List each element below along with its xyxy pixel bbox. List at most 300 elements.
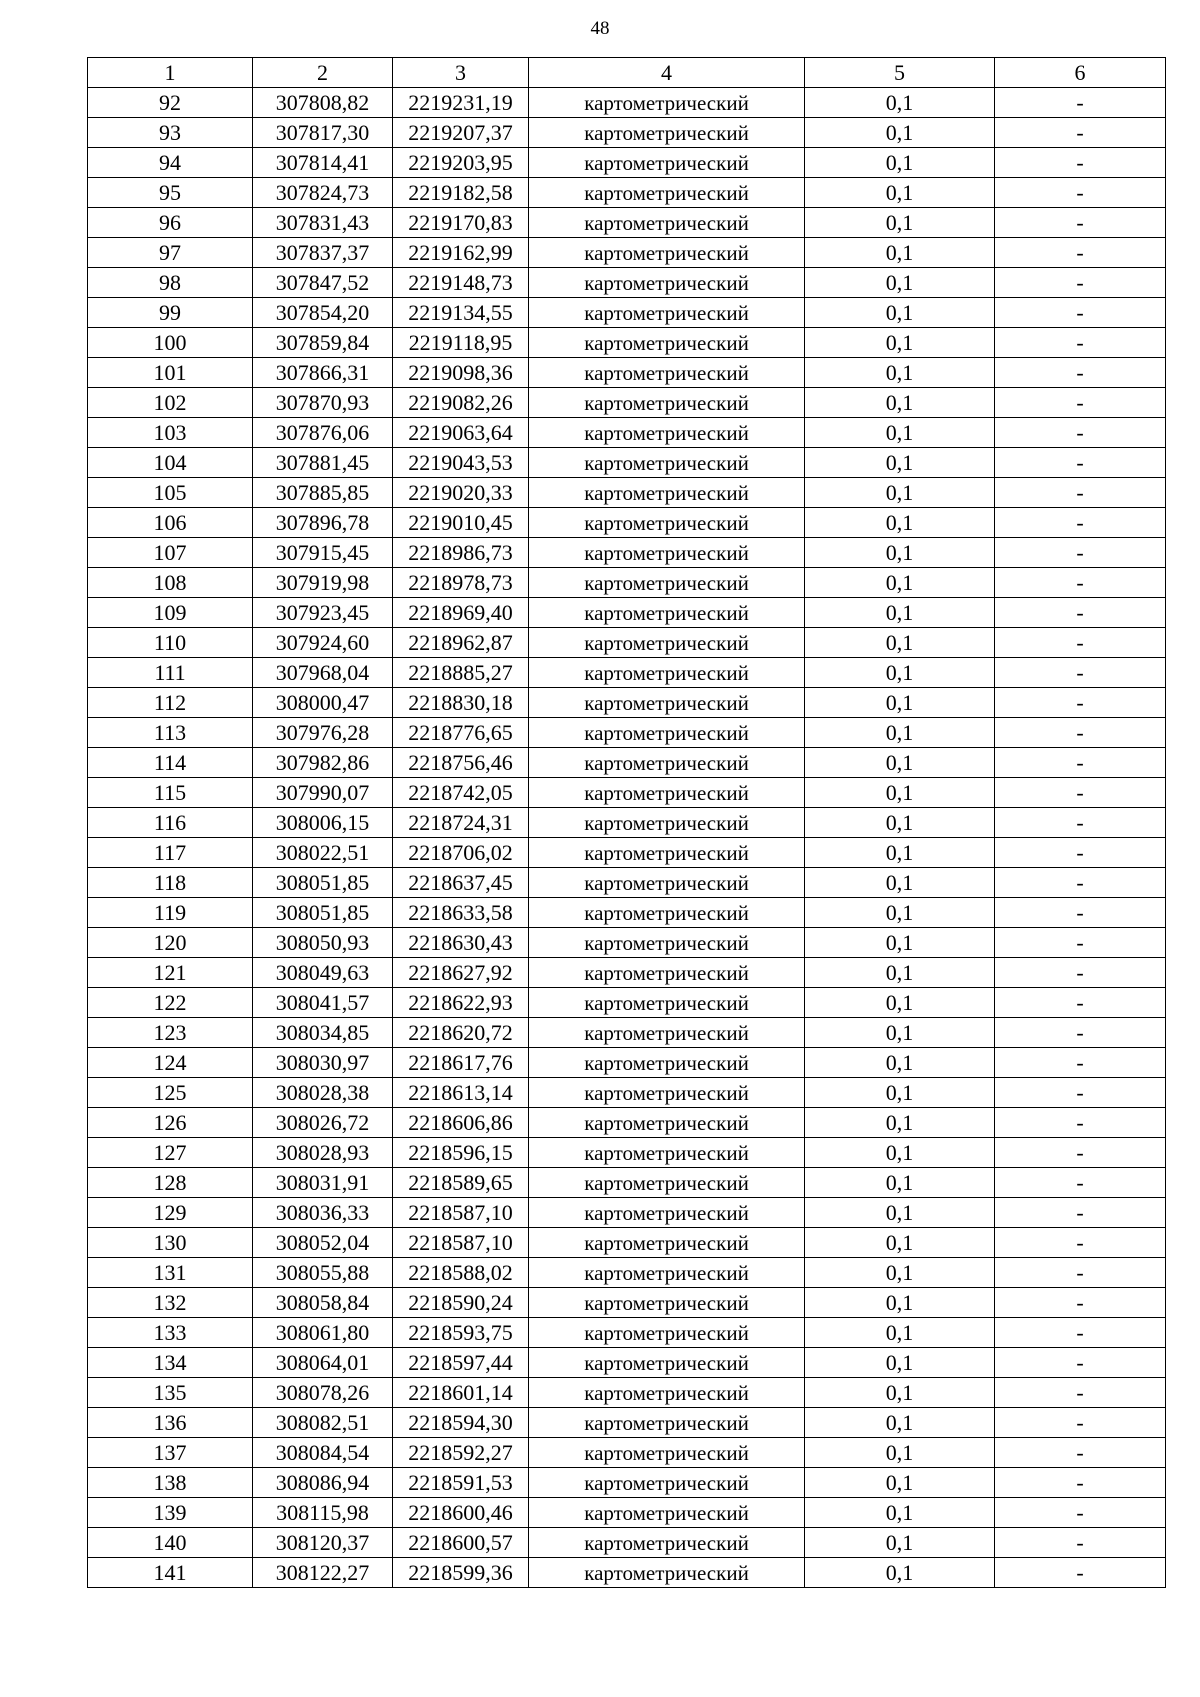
y-coordinate-cell: 2218588,02: [393, 1258, 529, 1288]
accuracy-cell: 0,1: [805, 928, 995, 958]
x-coordinate-cell: 308084,54: [253, 1438, 393, 1468]
y-coordinate-cell: 2219170,83: [393, 208, 529, 238]
note-cell: -: [995, 718, 1166, 748]
point-number-cell: 118: [88, 868, 253, 898]
method-cell: картометрический: [529, 418, 805, 448]
point-number-cell: 110: [88, 628, 253, 658]
accuracy-cell: 0,1: [805, 628, 995, 658]
accuracy-cell: 0,1: [805, 1378, 995, 1408]
x-coordinate-cell: 308064,01: [253, 1348, 393, 1378]
accuracy-cell: 0,1: [805, 1018, 995, 1048]
table-row: [88, 688, 1166, 718]
accuracy-cell: 0,1: [805, 598, 995, 628]
table-row: [88, 118, 1166, 148]
point-number-cell: 135: [88, 1378, 253, 1408]
note-cell: -: [995, 1378, 1166, 1408]
method-cell: картометрический: [529, 598, 805, 628]
table-row: [88, 928, 1166, 958]
x-coordinate-cell: 307814,41: [253, 148, 393, 178]
note-cell: -: [995, 1348, 1166, 1378]
y-coordinate-cell: 2219118,95: [393, 328, 529, 358]
accuracy-cell: 0,1: [805, 178, 995, 208]
method-cell: картометрический: [529, 658, 805, 688]
table-row: [88, 1228, 1166, 1258]
accuracy-cell: 0,1: [805, 958, 995, 988]
table-row: [88, 1468, 1166, 1498]
x-coordinate-cell: 308034,85: [253, 1018, 393, 1048]
table-row: [88, 1198, 1166, 1228]
method-cell: картометрический: [529, 1348, 805, 1378]
point-number-cell: 94: [88, 148, 253, 178]
point-number-cell: 141: [88, 1558, 253, 1588]
x-coordinate-cell: 308051,85: [253, 898, 393, 928]
accuracy-cell: 0,1: [805, 808, 995, 838]
method-cell: картометрический: [529, 388, 805, 418]
method-cell: картометрический: [529, 1528, 805, 1558]
note-cell: -: [995, 478, 1166, 508]
column-header: 5: [805, 58, 995, 88]
x-coordinate-cell: 308028,38: [253, 1078, 393, 1108]
table-row: [88, 1108, 1166, 1138]
point-number-cell: 100: [88, 328, 253, 358]
point-number-cell: 106: [88, 508, 253, 538]
table-row: [88, 1528, 1166, 1558]
table-row: [88, 598, 1166, 628]
y-coordinate-cell: 2218596,15: [393, 1138, 529, 1168]
method-cell: картометрический: [529, 748, 805, 778]
table-row: [88, 1378, 1166, 1408]
method-cell: картометрический: [529, 868, 805, 898]
point-number-cell: 95: [88, 178, 253, 208]
point-number-cell: 130: [88, 1228, 253, 1258]
method-cell: картометрический: [529, 1168, 805, 1198]
y-coordinate-cell: 2219020,33: [393, 478, 529, 508]
accuracy-cell: 0,1: [805, 238, 995, 268]
note-cell: -: [995, 1288, 1166, 1318]
x-coordinate-cell: 308115,98: [253, 1498, 393, 1528]
method-cell: картометрический: [529, 178, 805, 208]
note-cell: -: [995, 958, 1166, 988]
point-number-cell: 120: [88, 928, 253, 958]
x-coordinate-cell: 307831,43: [253, 208, 393, 238]
method-cell: картометрический: [529, 238, 805, 268]
note-cell: -: [995, 88, 1166, 118]
y-coordinate-cell: 2218600,57: [393, 1528, 529, 1558]
accuracy-cell: 0,1: [805, 298, 995, 328]
note-cell: -: [995, 1018, 1166, 1048]
note-cell: -: [995, 748, 1166, 778]
accuracy-cell: 0,1: [805, 88, 995, 118]
y-coordinate-cell: 2218587,10: [393, 1228, 529, 1258]
method-cell: картометрический: [529, 298, 805, 328]
x-coordinate-cell: 307924,60: [253, 628, 393, 658]
y-coordinate-cell: 2219063,64: [393, 418, 529, 448]
page-number: 48: [590, 18, 610, 39]
accuracy-cell: 0,1: [805, 988, 995, 1018]
note-cell: -: [995, 988, 1166, 1018]
y-coordinate-cell: 2218969,40: [393, 598, 529, 628]
y-coordinate-cell: 2218622,93: [393, 988, 529, 1018]
note-cell: -: [995, 1258, 1166, 1288]
point-number-cell: 124: [88, 1048, 253, 1078]
accuracy-cell: 0,1: [805, 1078, 995, 1108]
accuracy-cell: 0,1: [805, 1228, 995, 1258]
note-cell: -: [995, 808, 1166, 838]
point-number-cell: 109: [88, 598, 253, 628]
method-cell: картометрический: [529, 718, 805, 748]
point-number-cell: 98: [88, 268, 253, 298]
point-number-cell: 112: [88, 688, 253, 718]
y-coordinate-cell: 2219098,36: [393, 358, 529, 388]
method-cell: картометрический: [529, 208, 805, 238]
x-coordinate-cell: 307896,78: [253, 508, 393, 538]
table-row: [88, 568, 1166, 598]
accuracy-cell: 0,1: [805, 538, 995, 568]
x-coordinate-cell: 308031,91: [253, 1168, 393, 1198]
y-coordinate-cell: 2218724,31: [393, 808, 529, 838]
point-number-cell: 132: [88, 1288, 253, 1318]
y-coordinate-cell: 2218978,73: [393, 568, 529, 598]
x-coordinate-cell: 308055,88: [253, 1258, 393, 1288]
method-cell: картометрический: [529, 838, 805, 868]
method-cell: картометрический: [529, 1198, 805, 1228]
table-row: [88, 1408, 1166, 1438]
table-row: [88, 538, 1166, 568]
accuracy-cell: 0,1: [805, 1288, 995, 1318]
table-row: [88, 838, 1166, 868]
table-header-row: [88, 58, 1166, 88]
point-number-cell: 119: [88, 898, 253, 928]
note-cell: -: [995, 1078, 1166, 1108]
point-number-cell: 101: [88, 358, 253, 388]
y-coordinate-cell: 2218620,72: [393, 1018, 529, 1048]
note-cell: -: [995, 268, 1166, 298]
method-cell: картометрический: [529, 1228, 805, 1258]
table-row: [88, 628, 1166, 658]
note-cell: -: [995, 298, 1166, 328]
column-header: 6: [995, 58, 1166, 88]
note-cell: -: [995, 898, 1166, 928]
note-cell: -: [995, 1528, 1166, 1558]
method-cell: картометрический: [529, 958, 805, 988]
point-number-cell: 108: [88, 568, 253, 598]
x-coordinate-cell: 308000,47: [253, 688, 393, 718]
note-cell: -: [995, 658, 1166, 688]
accuracy-cell: 0,1: [805, 208, 995, 238]
table-row: [88, 178, 1166, 208]
y-coordinate-cell: 2218742,05: [393, 778, 529, 808]
x-coordinate-cell: 307866,31: [253, 358, 393, 388]
x-coordinate-cell: 307837,37: [253, 238, 393, 268]
point-number-cell: 136: [88, 1408, 253, 1438]
note-cell: -: [995, 1468, 1166, 1498]
note-cell: -: [995, 868, 1166, 898]
note-cell: -: [995, 1048, 1166, 1078]
accuracy-cell: 0,1: [805, 1168, 995, 1198]
y-coordinate-cell: 2218606,86: [393, 1108, 529, 1138]
method-cell: картометрический: [529, 568, 805, 598]
x-coordinate-cell: 308120,37: [253, 1528, 393, 1558]
point-number-cell: 129: [88, 1198, 253, 1228]
accuracy-cell: 0,1: [805, 568, 995, 598]
table-row: [88, 1348, 1166, 1378]
table-row: [88, 1168, 1166, 1198]
x-coordinate-cell: 307968,04: [253, 658, 393, 688]
note-cell: -: [995, 1168, 1166, 1198]
point-number-cell: 97: [88, 238, 253, 268]
y-coordinate-cell: 2218776,65: [393, 718, 529, 748]
note-cell: -: [995, 448, 1166, 478]
point-number-cell: 131: [88, 1258, 253, 1288]
y-coordinate-cell: 2219207,37: [393, 118, 529, 148]
accuracy-cell: 0,1: [805, 1138, 995, 1168]
table-row: [88, 1258, 1166, 1288]
note-cell: -: [995, 328, 1166, 358]
x-coordinate-cell: 307881,45: [253, 448, 393, 478]
point-number-cell: 127: [88, 1138, 253, 1168]
y-coordinate-cell: 2219182,58: [393, 178, 529, 208]
point-number-cell: 115: [88, 778, 253, 808]
point-number-cell: 122: [88, 988, 253, 1018]
note-cell: -: [995, 778, 1166, 808]
accuracy-cell: 0,1: [805, 868, 995, 898]
note-cell: -: [995, 418, 1166, 448]
y-coordinate-cell: 2219134,55: [393, 298, 529, 328]
y-coordinate-cell: 2219148,73: [393, 268, 529, 298]
note-cell: -: [995, 1438, 1166, 1468]
method-cell: картометрический: [529, 1108, 805, 1138]
y-coordinate-cell: 2218601,14: [393, 1378, 529, 1408]
point-number-cell: 133: [88, 1318, 253, 1348]
y-coordinate-cell: 2218627,92: [393, 958, 529, 988]
y-coordinate-cell: 2218590,24: [393, 1288, 529, 1318]
method-cell: картометрический: [529, 928, 805, 958]
point-number-cell: 121: [88, 958, 253, 988]
column-header: 3: [393, 58, 529, 88]
x-coordinate-cell: 307923,45: [253, 598, 393, 628]
accuracy-cell: 0,1: [805, 898, 995, 928]
table-row: [88, 658, 1166, 688]
table-row: [88, 1138, 1166, 1168]
table-row: [88, 448, 1166, 478]
x-coordinate-cell: 307982,86: [253, 748, 393, 778]
accuracy-cell: 0,1: [805, 778, 995, 808]
x-coordinate-cell: 307808,82: [253, 88, 393, 118]
method-cell: картометрический: [529, 808, 805, 838]
accuracy-cell: 0,1: [805, 1198, 995, 1228]
y-coordinate-cell: 2218830,18: [393, 688, 529, 718]
y-coordinate-cell: 2218986,73: [393, 538, 529, 568]
point-number-cell: 93: [88, 118, 253, 148]
y-coordinate-cell: 2218617,76: [393, 1048, 529, 1078]
table-row: [88, 358, 1166, 388]
x-coordinate-cell: 307876,06: [253, 418, 393, 448]
accuracy-cell: 0,1: [805, 268, 995, 298]
x-coordinate-cell: 307824,73: [253, 178, 393, 208]
point-number-cell: 139: [88, 1498, 253, 1528]
point-number-cell: 104: [88, 448, 253, 478]
method-cell: картометрический: [529, 1498, 805, 1528]
table-row: [88, 328, 1166, 358]
y-coordinate-cell: 2218756,46: [393, 748, 529, 778]
x-coordinate-cell: 307919,98: [253, 568, 393, 598]
point-number-cell: 138: [88, 1468, 253, 1498]
note-cell: -: [995, 928, 1166, 958]
method-cell: картометрический: [529, 988, 805, 1018]
accuracy-cell: 0,1: [805, 358, 995, 388]
point-number-cell: 96: [88, 208, 253, 238]
table-row: [88, 898, 1166, 928]
method-cell: картометрический: [529, 1078, 805, 1108]
table-body: [88, 58, 1166, 1588]
x-coordinate-cell: 307885,85: [253, 478, 393, 508]
point-number-cell: 123: [88, 1018, 253, 1048]
table-row: [88, 1288, 1166, 1318]
method-cell: картометрический: [529, 88, 805, 118]
method-cell: картометрический: [529, 148, 805, 178]
accuracy-cell: 0,1: [805, 418, 995, 448]
y-coordinate-cell: 2218613,14: [393, 1078, 529, 1108]
method-cell: картометрический: [529, 358, 805, 388]
method-cell: картометрический: [529, 1138, 805, 1168]
accuracy-cell: 0,1: [805, 1558, 995, 1588]
y-coordinate-cell: 2218962,87: [393, 628, 529, 658]
accuracy-cell: 0,1: [805, 118, 995, 148]
x-coordinate-cell: 307990,07: [253, 778, 393, 808]
table-row: [88, 1048, 1166, 1078]
method-cell: картометрический: [529, 478, 805, 508]
point-number-cell: 134: [88, 1348, 253, 1378]
table-row: [88, 1018, 1166, 1048]
method-cell: картометрический: [529, 1378, 805, 1408]
table-row: [88, 988, 1166, 1018]
table-row: [88, 418, 1166, 448]
accuracy-cell: 0,1: [805, 688, 995, 718]
table-row: [88, 718, 1166, 748]
table-row: [88, 1558, 1166, 1588]
point-number-cell: 116: [88, 808, 253, 838]
method-cell: картометрический: [529, 1408, 805, 1438]
y-coordinate-cell: 2218630,43: [393, 928, 529, 958]
x-coordinate-cell: 308041,57: [253, 988, 393, 1018]
table-row: [88, 238, 1166, 268]
point-number-cell: 105: [88, 478, 253, 508]
point-number-cell: 107: [88, 538, 253, 568]
table-row: [88, 1438, 1166, 1468]
table-row: [88, 388, 1166, 418]
accuracy-cell: 0,1: [805, 1528, 995, 1558]
note-cell: -: [995, 388, 1166, 418]
column-header: 1: [88, 58, 253, 88]
y-coordinate-cell: 2219082,26: [393, 388, 529, 418]
coordinates-table: [87, 57, 1166, 1588]
note-cell: -: [995, 178, 1166, 208]
method-cell: картометрический: [529, 508, 805, 538]
note-cell: -: [995, 628, 1166, 658]
point-number-cell: 103: [88, 418, 253, 448]
point-number-cell: 102: [88, 388, 253, 418]
note-cell: -: [995, 1408, 1166, 1438]
table-row: [88, 778, 1166, 808]
accuracy-cell: 0,1: [805, 508, 995, 538]
accuracy-cell: 0,1: [805, 1498, 995, 1528]
point-number-cell: 137: [88, 1438, 253, 1468]
note-cell: -: [995, 148, 1166, 178]
y-coordinate-cell: 2218637,45: [393, 868, 529, 898]
column-header: 4: [529, 58, 805, 88]
method-cell: картометрический: [529, 1438, 805, 1468]
x-coordinate-cell: 308026,72: [253, 1108, 393, 1138]
note-cell: -: [995, 358, 1166, 388]
accuracy-cell: 0,1: [805, 1408, 995, 1438]
y-coordinate-cell: 2218633,58: [393, 898, 529, 928]
x-coordinate-cell: 307870,93: [253, 388, 393, 418]
table-row: [88, 508, 1166, 538]
point-number-cell: 126: [88, 1108, 253, 1138]
x-coordinate-cell: 307854,20: [253, 298, 393, 328]
method-cell: картометрический: [529, 118, 805, 148]
method-cell: картометрический: [529, 1558, 805, 1588]
y-coordinate-cell: 2218594,30: [393, 1408, 529, 1438]
y-coordinate-cell: 2219203,95: [393, 148, 529, 178]
note-cell: -: [995, 1138, 1166, 1168]
method-cell: картометрический: [529, 778, 805, 808]
x-coordinate-cell: 307817,30: [253, 118, 393, 148]
accuracy-cell: 0,1: [805, 1348, 995, 1378]
method-cell: картометрический: [529, 898, 805, 928]
y-coordinate-cell: 2218706,02: [393, 838, 529, 868]
table-row: [88, 748, 1166, 778]
x-coordinate-cell: 307847,52: [253, 268, 393, 298]
y-coordinate-cell: 2218599,36: [393, 1558, 529, 1588]
y-coordinate-cell: 2218589,65: [393, 1168, 529, 1198]
x-coordinate-cell: 308050,93: [253, 928, 393, 958]
y-coordinate-cell: 2218600,46: [393, 1498, 529, 1528]
method-cell: картометрический: [529, 328, 805, 358]
note-cell: -: [995, 538, 1166, 568]
x-coordinate-cell: 308051,85: [253, 868, 393, 898]
x-coordinate-cell: 307859,84: [253, 328, 393, 358]
y-coordinate-cell: 2218597,44: [393, 1348, 529, 1378]
note-cell: -: [995, 118, 1166, 148]
note-cell: -: [995, 508, 1166, 538]
note-cell: -: [995, 208, 1166, 238]
x-coordinate-cell: 308082,51: [253, 1408, 393, 1438]
x-coordinate-cell: 308052,04: [253, 1228, 393, 1258]
method-cell: картометрический: [529, 1048, 805, 1078]
accuracy-cell: 0,1: [805, 148, 995, 178]
y-coordinate-cell: 2219043,53: [393, 448, 529, 478]
accuracy-cell: 0,1: [805, 448, 995, 478]
y-coordinate-cell: 2219162,99: [393, 238, 529, 268]
method-cell: картометрический: [529, 1468, 805, 1498]
accuracy-cell: 0,1: [805, 718, 995, 748]
y-coordinate-cell: 2218587,10: [393, 1198, 529, 1228]
table-row: [88, 868, 1166, 898]
point-number-cell: 117: [88, 838, 253, 868]
note-cell: -: [995, 1498, 1166, 1528]
accuracy-cell: 0,1: [805, 1048, 995, 1078]
point-number-cell: 113: [88, 718, 253, 748]
accuracy-cell: 0,1: [805, 748, 995, 778]
note-cell: -: [995, 838, 1166, 868]
method-cell: картометрический: [529, 448, 805, 478]
table-row: [88, 958, 1166, 988]
table-row: [88, 478, 1166, 508]
note-cell: -: [995, 688, 1166, 718]
table-row: [88, 1318, 1166, 1348]
accuracy-cell: 0,1: [805, 388, 995, 418]
